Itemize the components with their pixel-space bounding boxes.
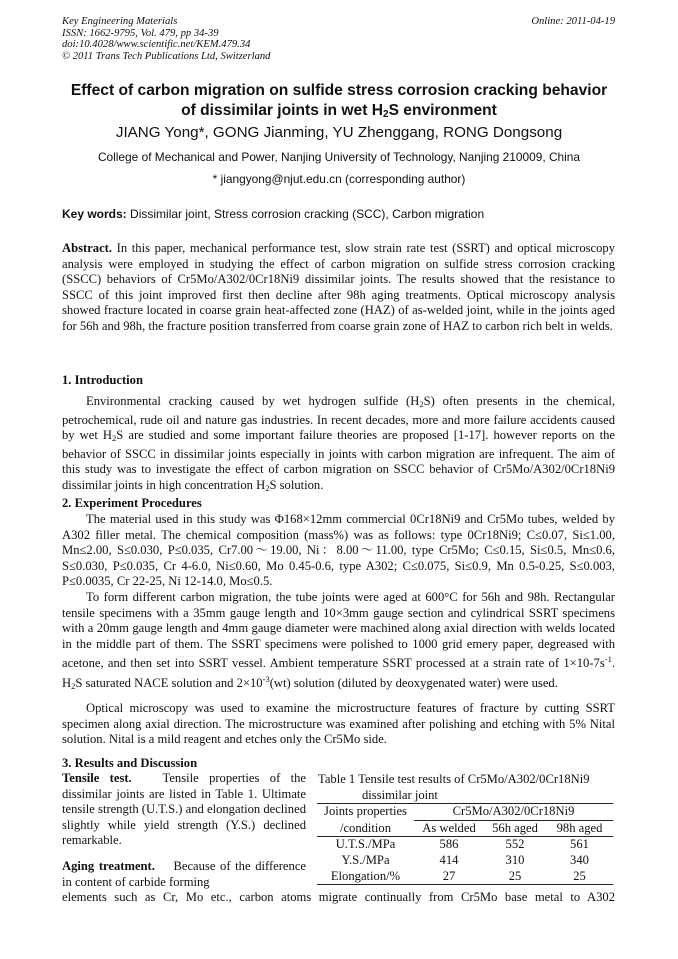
table-col-header: As welded	[414, 820, 484, 837]
online-date: Online: 2011-04-19	[531, 16, 615, 27]
table-cell: 561	[570, 837, 589, 852]
table-col-header: 98h aged	[546, 820, 613, 837]
table-col-header: 56h aged	[484, 820, 546, 837]
table-1	[314, 772, 617, 885]
abstract	[62, 241, 615, 335]
table-cell: 25	[546, 869, 613, 885]
aging-treatment-label: Aging treatment.	[62, 859, 155, 873]
experiment-paragraph-2: To form different carbon migration, the tube joints were aged at 600°C for 56h and 98h. Rectangular tensile specimens with a 35mm gauge length and 10×3mm gauge section and cylindrical SSRT specimens with a 20mm gauge length and 4mm gauge diameter were machined along axial direction with welds located in the middle part of them. The SSRT specimens were polished to 1000 grid emery paper, degreased with acetone, and then set into SSRT vessel. Ambient temperature SSRT processed at a strain rate of $1\times 10-7s^{-1}$. $H_2S$ saturated NACE solution and $2\times 10^{-3}(wt)$ solution (diluted by deoxygenated water) were used.	[62, 590, 615, 691]
corresponding-email[interactable]: * jiangyong@njut.edu.cn (corresponding author)	[212, 172, 466, 186]
experiment-paragraph-1: The material used in this study was Φ168×12mm commercial 0Cr18Ni9 and Cr5Mo tubes, welded by A302 filler metal. The chemical composition (mass%) was as follows: type 0Cr18Ni9; C≤0.07, Si≤1.00, Mn≤2.00, S≤0.030, P≤0.035, Cr7.00～19.00, Ni：8.00～11.00, type Cr5Mo; C≤0.15, Si≤0.5, Mn≤0.6, S≤0.030, P≤0.035, Cr 4-6.0, Ni≤0.60, Mo 0.45-0.6, type A302; C≤0.075, Si≤0.9, Mn 0.5-0.25, S≤0.003, P≤0.0035, Cr 22-25, Ni 12-14.0, Mo≤0.5.	[62, 512, 615, 589]
journal-name: Key Engineering Materials	[62, 16, 178, 27]
tensile-results-table	[317, 803, 613, 885]
title-line-1: Effect of carbon migration on sulfide stress corrosion cracking behavior	[70, 82, 608, 99]
table-header-span: Cr5Mo/A302/0Cr18Ni9	[414, 804, 613, 821]
table-row	[317, 853, 613, 869]
issn-line: ISSN: 1662-9795, Vol. 479, pp 34-39	[62, 27, 219, 39]
table-header-joints: Joints properties	[317, 804, 414, 821]
section-heading-introduction: 1. Introduction	[62, 373, 143, 387]
table-cell: 27	[414, 869, 484, 885]
authors: JIANG Yong*, GONG Jianming, YU Zhenggang, RONG Dongsong	[115, 124, 563, 141]
table-row	[317, 869, 613, 885]
experiment-paragraph-3: Optical microscopy was used to examine the microstructure features of fracture by cutting SSRT specimen along axial direction. The microstructure was examined after polishing and etching with 5% Nital solution. Nital is a mild reagent and etches only the Cr5Mo side.	[62, 701, 615, 747]
abstract-text: In this paper, mechanical performance test, slow strain rate test (SSRT) and optical microscopy analysis were employed in studying the effect of carbon migration on sulfide stress corrosion cracking (SSCC) behaviors of Cr5Mo/A302/0Cr18Ni9 dissimilar joints. The results showed that the resistance to SSCC of this joint improved first then decline after 98h aging treatments. Optical microscopy analysis showed fracture located in coarse grain heat-affected zone (HAZ) of as-welded joint, while in the joints aged for 56h and 98h, the fracture position transferred from coarse grain zone of HAZ to carbon rich belt in welds.	[62, 241, 615, 333]
aging-treatment-paragraph: Aging treatment. Because of the difference in content of carbide forming	[62, 859, 307, 889]
title-line-2: of dissimilar joints in wet $H_2S$ environment	[181, 101, 497, 120]
section-heading-experiment: 2. Experiment Procedures	[62, 496, 202, 510]
keywords-text: Dissimilar joint, Stress corrosion cracking (SCC), Carbon migration	[130, 207, 485, 221]
tensile-test-label: Tensile test.	[62, 771, 132, 785]
table-cell: 414	[439, 853, 459, 868]
keywords-label: Key words:	[62, 207, 127, 221]
copyright-line: © 2011 Trans Tech Publications Ltd, Switzerland	[62, 50, 271, 62]
table-row-label: Elongation/%	[317, 869, 414, 885]
continuation-line: elements such as Cr, Mo etc., carbon atoms migrate continually from Cr5Mo base metal to A302	[62, 890, 615, 904]
keywords	[62, 207, 622, 221]
table-cell: 25	[484, 869, 546, 885]
introduction-paragraph: Environmental cracking caused by wet hydrogen sulfide $(H_2S)$ often presents in the chemical, petrochemical, rude oil and nature gas industries. In recent decades, more and more failure accidents caused by wet $H_2S$ are studied and some important failure theories are proposed [1-17]. however reports on the behavior of SSCC in dissimilar joints especially in joints with carbon migration are infrequent. The aim of this study was to investigate the effect of carbon migration on SSCC behavior of Cr5Mo/A302/0Cr18Ni9 dissimilar joints in high concentration $H_2S$ solution.	[62, 394, 616, 493]
doi-line: doi:10.4028/www.scientific.net/KEM.479.34	[62, 39, 251, 50]
journal-header	[62, 16, 382, 62]
table-cell: 552	[505, 837, 525, 852]
table-row-label: Y.S./MPa	[341, 853, 390, 868]
abstract-label: Abstract.	[62, 241, 113, 255]
affiliation: College of Mechanical and Power, Nanjing University of Technology, Nanjing 210009, China	[97, 150, 581, 164]
tensile-test-paragraph: Tensile test. Tensile properties of the dissimilar joints are listed in Table 1. Ultimate tensile strength (U.T.S.) and elongation declined slightly while yield strength (Y.S.) declined remarkable.	[62, 771, 306, 848]
table-cell: 586	[439, 837, 459, 852]
table-caption: Table 1 Tensile test results of Cr5Mo/A302/0Cr18Ni9 dissimilar joint	[318, 772, 590, 802]
table-cell: 340	[570, 853, 589, 868]
section-heading-results: 3. Results and Discussion	[62, 756, 198, 770]
paper-title	[40, 81, 638, 124]
table-row-label: U.T.S./MPa	[335, 837, 396, 852]
table-row	[317, 837, 613, 853]
table-cell: 310	[505, 853, 525, 868]
table-header-condition: /condition	[317, 820, 414, 837]
